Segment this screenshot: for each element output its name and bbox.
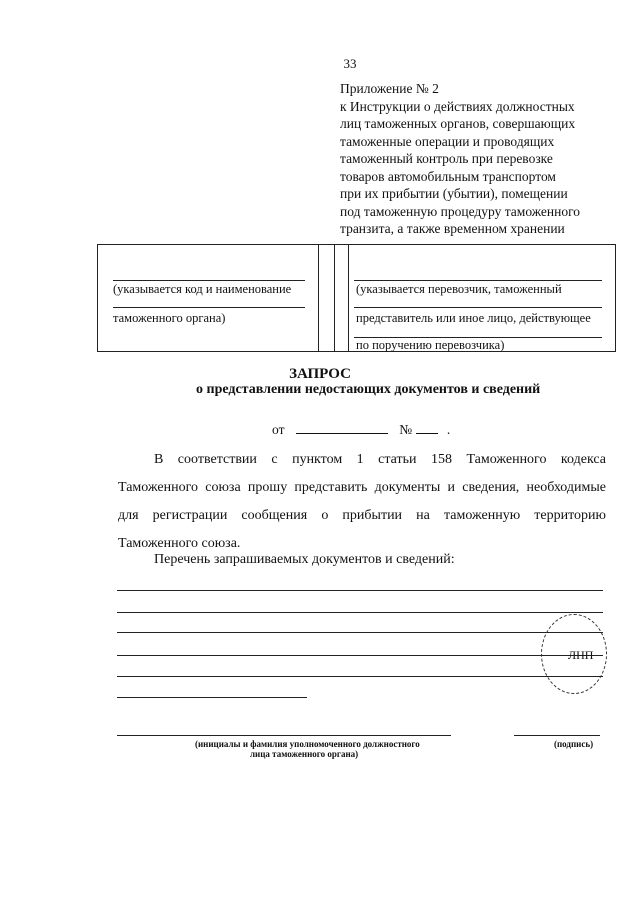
customs-body-caption: (указывается код и наименование	[113, 282, 292, 296]
document-subtitle: о представлении недостающих документов и сведений	[196, 382, 541, 397]
documents-entry-line[interactable]	[117, 612, 603, 613]
appendix-line: при их прибытии (убытии), помещении	[340, 186, 568, 201]
documents-entry-line[interactable]	[117, 590, 603, 591]
date-line-end: .	[446, 422, 451, 437]
documents-entry-line[interactable]	[117, 676, 603, 677]
appendix-line: к Инструкции о действиях должностных	[340, 98, 575, 114]
carrier-caption: (указывается перевозчик, таможенный	[356, 282, 562, 296]
customs-body-input-line[interactable]	[113, 307, 305, 308]
carrier-caption: по поручению перевозчика)	[356, 338, 505, 352]
carrier-caption: представитель или иное лицо, действующее	[356, 311, 591, 325]
table-divider	[318, 245, 319, 351]
paragraph-line: для регистрации сообщения о прибытии на таможенную территорию	[118, 508, 606, 523]
documents-entry-line[interactable]	[117, 655, 603, 656]
appendix-line: лиц таможенных органов, совершающих	[340, 116, 576, 131]
customs-body-caption: таможенного органа)	[113, 311, 226, 325]
table-divider	[348, 245, 349, 351]
body-paragraph	[118, 446, 606, 558]
stamp-label: ЛНП	[568, 648, 594, 662]
carrier-input-line[interactable]	[354, 280, 602, 281]
appendix-line: под таможенную процедуру таможенного	[340, 203, 581, 219]
customs-body-input-line[interactable]	[113, 280, 305, 281]
officer-name-caption: (инициалы и фамилия уполномоченного должностного	[195, 739, 420, 749]
appendix-line: Приложение № 2	[340, 81, 439, 96]
date-label: от	[272, 422, 285, 437]
header-box-table	[97, 244, 616, 352]
document-title: ЗАПРОС	[289, 366, 351, 382]
list-title: Перечень запрашиваемых документов и сведений:	[154, 552, 455, 567]
appendix-line: транзита, а также временном хранении	[340, 221, 565, 236]
appendix-line: товаров автомобильным транспортом	[340, 168, 556, 184]
officer-name-line[interactable]	[117, 735, 451, 736]
number-field[interactable]	[416, 421, 438, 434]
appendix-line: таможенные операции и проводящих	[340, 133, 555, 149]
table-divider	[334, 245, 335, 351]
date-number-line	[272, 421, 450, 438]
date-field[interactable]	[296, 421, 388, 434]
documents-entry-line[interactable]	[117, 697, 307, 698]
appendix-line: таможенный контроль при перевозке	[340, 151, 553, 166]
paragraph-line: В соответствии с пунктом 1 статьи 158 Таможенного кодекса	[154, 452, 606, 467]
carrier-input-line[interactable]	[354, 307, 602, 308]
signature-line[interactable]	[514, 735, 600, 736]
paragraph-line: Таможенного союза прошу представить документы и сведения, необходимые	[118, 480, 606, 495]
page-number: 33	[343, 56, 357, 71]
paragraph-line: Таможенного союза.	[118, 536, 241, 551]
appendix-header	[340, 80, 630, 238]
number-label: №	[399, 422, 413, 437]
signature-caption: (подпись)	[554, 739, 594, 749]
documents-entry-line[interactable]	[117, 632, 603, 633]
officer-name-caption: лица таможенного органа)	[250, 749, 359, 759]
